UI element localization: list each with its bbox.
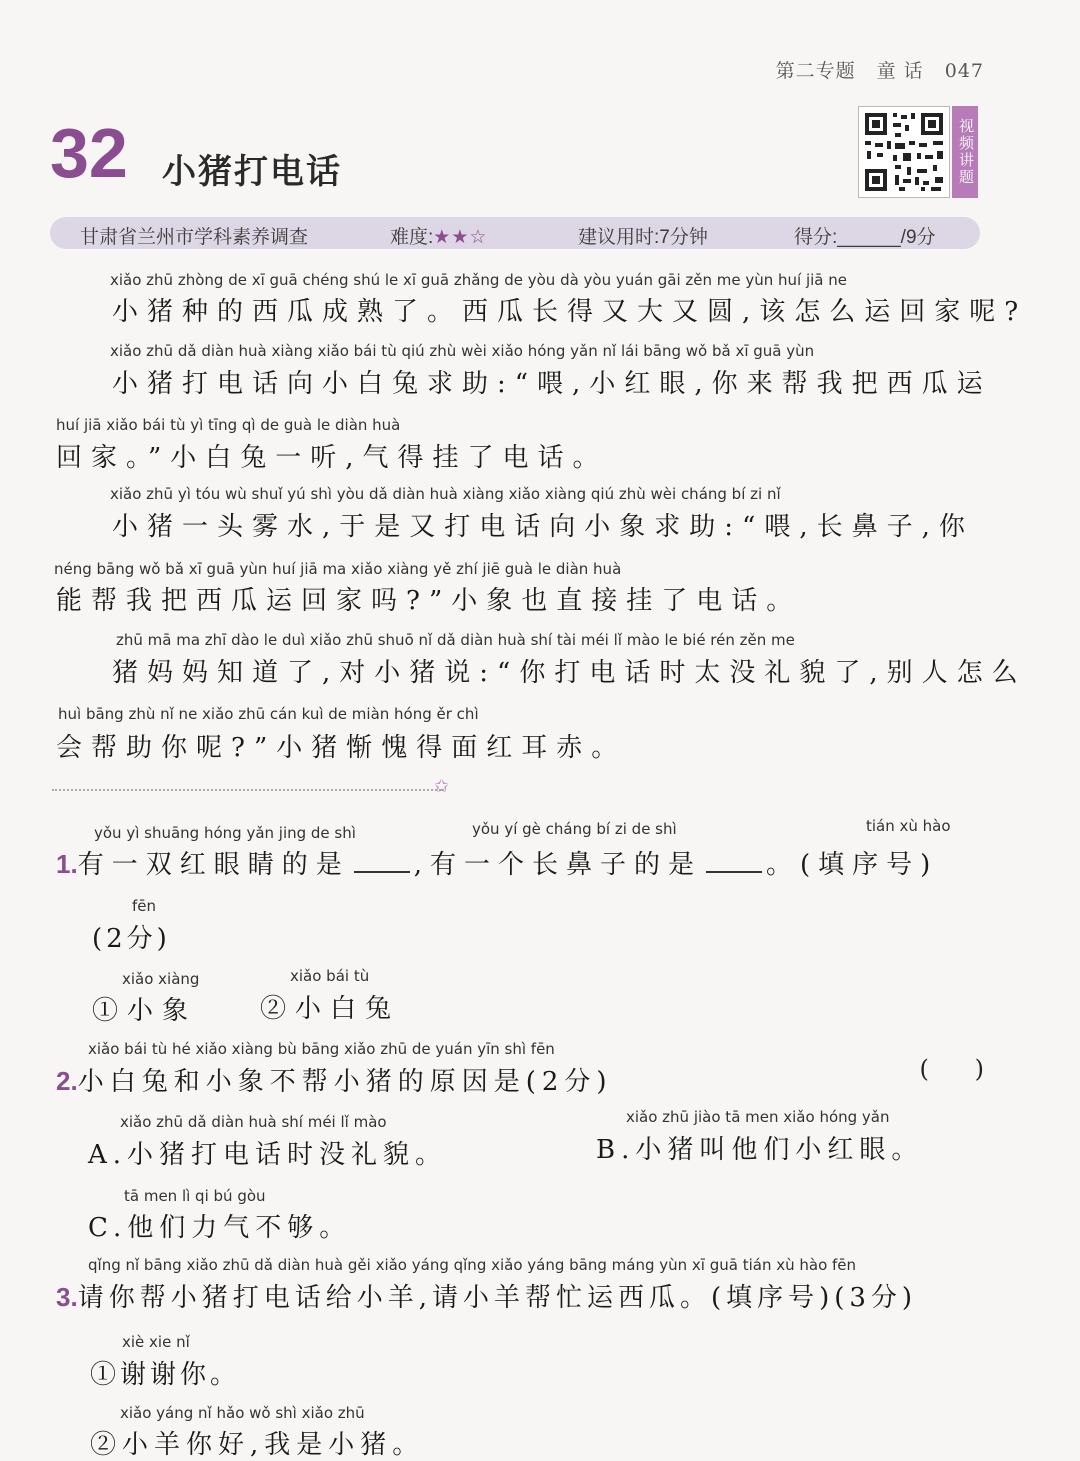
q1-points: (2分) xyxy=(92,924,171,954)
answer-blank[interactable] xyxy=(354,851,410,873)
pinyin-line: xiǎo zhū zhòng de xī guā chéng shú le xī guā zhǎng de yòu dà yòu yuán gāi zěn me yùn huí jiā ne xyxy=(110,271,847,289)
difficulty-label: 难度: xyxy=(390,227,434,248)
q1-option-pinyin: xiǎo xiàng xyxy=(122,970,200,988)
q2-option-pinyin: xiǎo zhū dǎ diàn huà shí méi lǐ mào xyxy=(120,1113,387,1131)
suggested-time: 建议用时:7分钟 xyxy=(578,227,708,248)
q1-pinyin-c: tián xù hào xyxy=(866,817,951,835)
question-3: 3.请你帮小猪打电话给小羊,请小羊帮忙运西瓜。(填序号)(3分) xyxy=(56,1282,918,1313)
difficulty xyxy=(390,222,487,249)
pinyin-line: xiǎo zhū yì tóu wù shuǐ yú shì yòu dǎ diàn huà xiàng xiǎo xiàng qiú zhù wèi cháng bí zi nǐ xyxy=(110,485,781,503)
question-number: 1. xyxy=(56,849,78,879)
section-divider xyxy=(52,789,444,791)
pinyin-line: zhū mā ma zhī dào le duì xiǎo zhū shuō nǐ dǎ diàn huà shí tài méi lǐ mào le bié rén zěn me xyxy=(116,631,795,649)
passage-line: 猪妈妈知道了,对小猪说:“你打电话时太没礼貌了,别人怎么 xyxy=(112,658,1027,688)
q3-option-1: ①谢谢你。 xyxy=(90,1360,241,1390)
passage-line: 会帮助你呢?”小猪惭愧得面红耳赤。 xyxy=(56,733,627,763)
answer-blank[interactable] xyxy=(706,851,762,873)
q1-pinyin-a: yǒu yì shuāng hóng yǎn jing de shì xyxy=(94,824,356,842)
question-2: 2.小白兔和小象不帮小猪的原因是(2分) xyxy=(56,1066,613,1097)
passage-line: 小猪打电话向小白兔求助:“喂,小红眼,你来帮我把西瓜运 xyxy=(112,369,992,399)
q2-option-pinyin: tā men lì qi bú gòu xyxy=(124,1187,266,1205)
question-1: 1.有一双红眼睛的是 ,有一个长鼻子的是 。(填序号) xyxy=(56,849,939,880)
q3-pinyin: qǐng nǐ bāng xiǎo zhū dǎ diàn huà gěi xiǎo yáng qǐng xiǎo yáng bāng máng yùn xī guā tián xù hào fēn xyxy=(88,1256,857,1274)
qr-code[interactable] xyxy=(858,106,950,198)
q1-option-1: ①小象 xyxy=(92,996,198,1026)
lesson-title: 小猪打电话 xyxy=(162,152,342,192)
pinyin-line: huì bāng zhù nǐ ne xiǎo zhū cán kuì de miàn hóng ěr chì xyxy=(58,705,479,723)
q2-option-c: C.他们力气不够。 xyxy=(88,1213,352,1243)
q3-option-2: ②小羊你好,我是小猪。 xyxy=(90,1430,425,1460)
passage-line: 小猪种的西瓜成熟了。西瓜长得又大又圆,该怎么运回家呢? xyxy=(112,297,1028,327)
question-number: 2. xyxy=(56,1066,78,1096)
pinyin-line: xiǎo zhū dǎ diàn huà xiàng xiǎo bái tù qiú zhù wèi xiǎo hóng yǎn nǐ lái bāng wǒ bǎ xī guā yùn xyxy=(110,342,815,360)
pinyin-line: néng bāng wǒ bǎ xī guā yùn huí jiā ma xiǎo xiàng yě zhí jiē guà le diàn huà xyxy=(54,560,622,578)
q2-option-a: A.小猪打电话时没礼貌。 xyxy=(88,1140,448,1170)
q1-option-pinyin: xiǎo bái tù xyxy=(290,967,370,985)
q1-points-pinyin: fēn xyxy=(132,897,157,915)
section-label: 第二专题 xyxy=(775,60,856,82)
q3-option-pinyin: xiè xie nǐ xyxy=(122,1333,190,1351)
pinyin-line: huí jiā xiǎo bái tù yì tīng qì de guà le diàn huà xyxy=(56,416,401,434)
score-field: 得分:______/9分 xyxy=(794,227,936,248)
lesson-number: 32 xyxy=(50,114,128,192)
difficulty-stars-icon: ★★☆ xyxy=(433,227,488,248)
page-number: 047 xyxy=(944,60,984,82)
qr-code-icon xyxy=(859,107,949,197)
q1-pinyin-b: yǒu yí gè cháng bí zi de shì xyxy=(472,820,677,838)
question-number: 3. xyxy=(56,1282,78,1312)
q3-option-pinyin: xiǎo yáng nǐ hǎo wǒ shì xiǎo zhū xyxy=(120,1404,365,1422)
answer-parentheses[interactable]: ( ) xyxy=(919,1055,984,1083)
q1-option-2: ②小白兔 xyxy=(260,994,401,1024)
source-label: 甘肃省兰州市学科素养调查 xyxy=(80,227,309,248)
running-header xyxy=(762,56,984,83)
passage-line: 小猪一头雾水,于是又打电话向小象求助:“喂,长鼻子,你 xyxy=(112,512,974,542)
star-icon: ✩ xyxy=(434,776,450,797)
passage-line: 能帮我把西瓜运回家吗?”小象也直接挂了电话。 xyxy=(56,586,802,616)
topic-label: 童 话 xyxy=(876,60,924,82)
passage-line: 回家。”小白兔一听,气得挂了电话。 xyxy=(56,443,608,473)
video-lecture-tag[interactable]: 视频讲题 xyxy=(952,106,978,198)
q2-option-b: B.小猪叫他们小红眼。 xyxy=(596,1135,924,1165)
q2-pinyin: xiǎo bái tù hé xiǎo xiàng bù bāng xiǎo zhū de yuán yīn shì fēn xyxy=(88,1040,555,1058)
q2-option-pinyin: xiǎo zhū jiào tā men xiǎo hóng yǎn xyxy=(626,1108,890,1126)
